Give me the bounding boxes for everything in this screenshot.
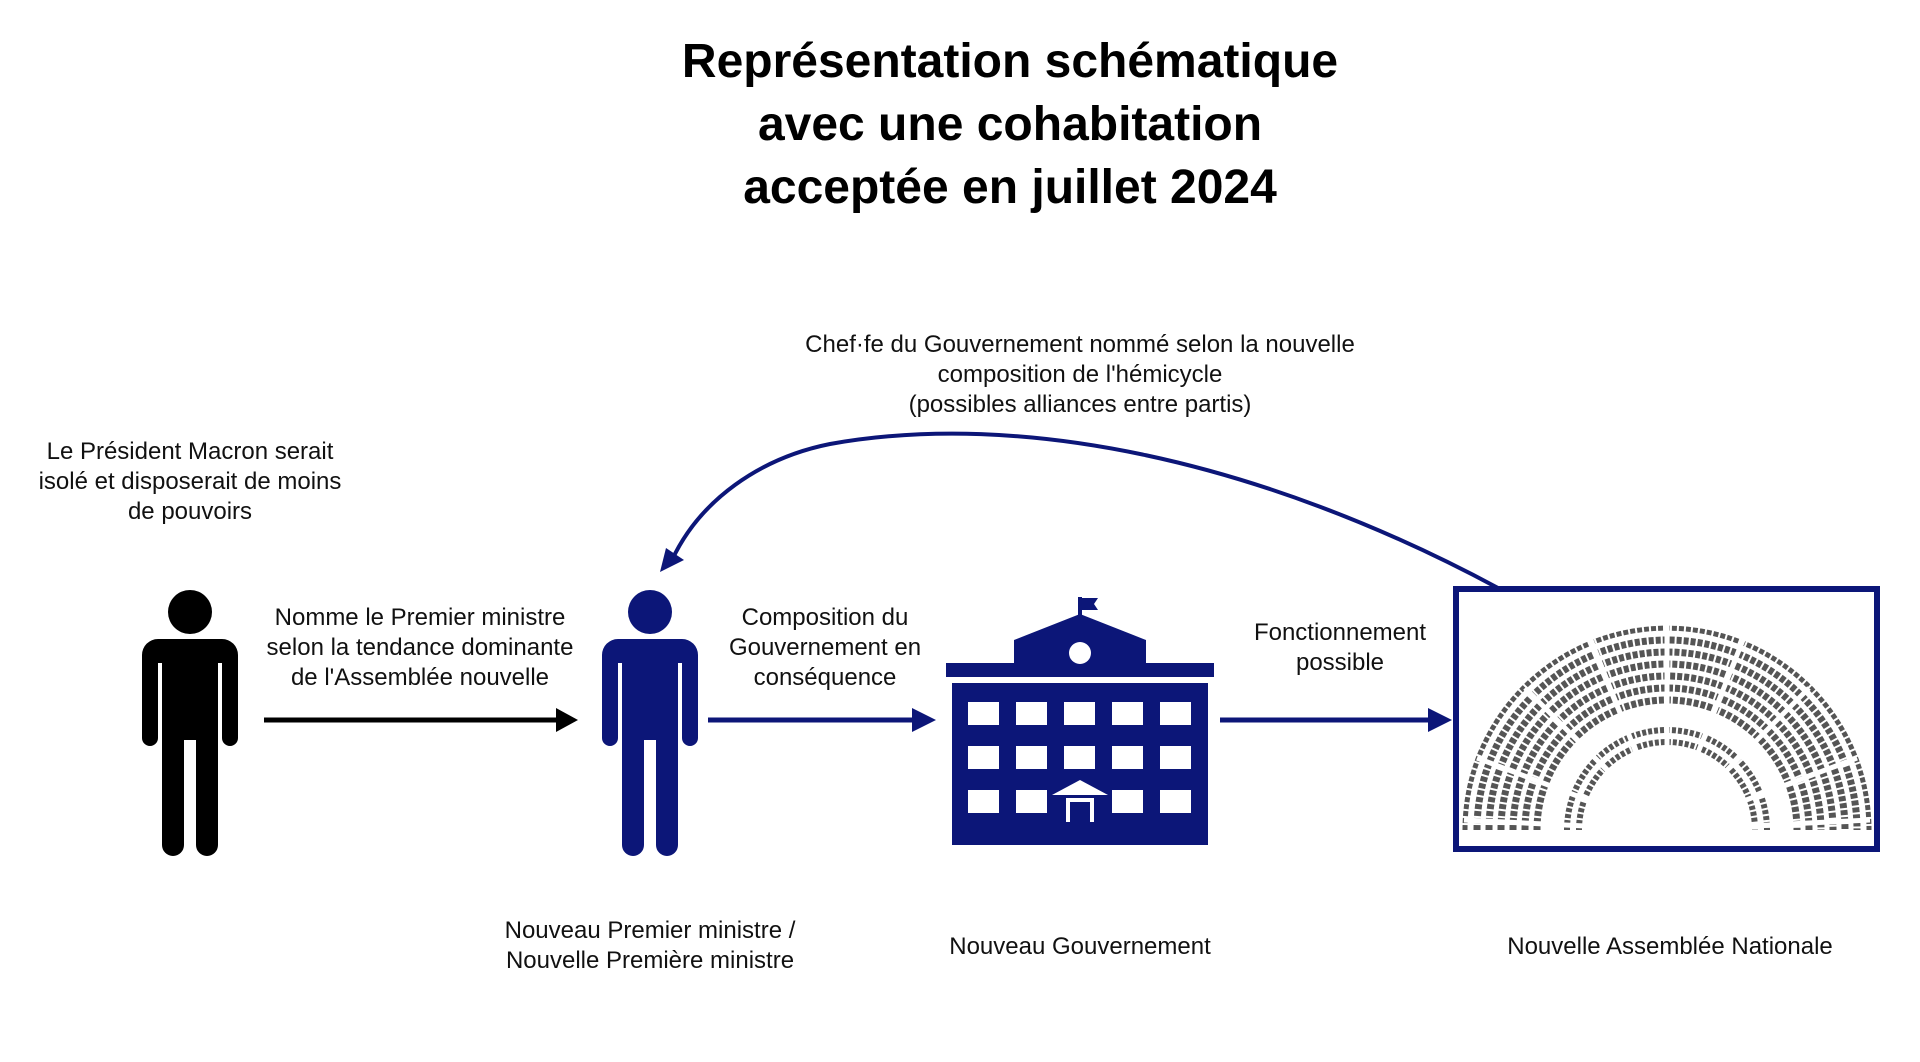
arrow-assembly-to-pm-curved (660, 434, 1498, 588)
title-line: acceptée en juillet 2024 (743, 161, 1277, 214)
arc-label-line: composition de l'hémicycle (937, 361, 1223, 388)
arrow-2-label-line: Gouvernement en (728, 634, 922, 661)
arrow-2-label-line: conséquence (753, 664, 897, 691)
arrow-pm-to-government (708, 708, 936, 732)
pm-caption (470, 916, 830, 976)
president-note-line: isolé et disposerait de moins (38, 468, 342, 495)
assembly-caption-text: Nouvelle Assemblée Nationale (1507, 933, 1833, 960)
president-person-icon (142, 590, 238, 856)
arrow-2-label (700, 603, 950, 693)
title-line: Représentation schématique (681, 35, 1339, 88)
government-caption-text: Nouveau Gouvernement (949, 933, 1211, 960)
president-note (10, 437, 370, 527)
arrow-1-label-line: de l'Assemblée nouvelle (290, 664, 550, 691)
arrow-1-label-line: Nomme le Premier ministre (274, 604, 566, 631)
government-building-door (1070, 802, 1090, 824)
arrow-1-label (240, 603, 600, 693)
title-line: avec une cohabitation (757, 98, 1263, 151)
president-note-line: de pouvoirs (127, 498, 253, 525)
pm-caption-line: Nouveau Premier ministre / (504, 917, 796, 944)
arrow-3-label-line: Fonctionnement (1253, 619, 1427, 646)
assembly-caption (1460, 932, 1880, 962)
pm-caption-line: Nouvelle Première ministre (505, 947, 795, 974)
government-caption (900, 932, 1260, 962)
arrow-2-label-line: Composition du (741, 604, 909, 631)
prime-minister-person-icon (602, 590, 698, 856)
president-note-line: Le Président Macron serait (46, 438, 334, 465)
arrow-president-to-pm (264, 708, 578, 732)
arrow-government-to-assembly (1220, 708, 1452, 732)
arrow-3-label-line: possible (1295, 649, 1385, 676)
arc-label (740, 330, 1420, 420)
arrow-3-label (1220, 618, 1460, 678)
arc-label-line: (possibles alliances entre partis) (908, 391, 1252, 418)
arrow-1-label-line: selon la tendance dominante (266, 634, 574, 661)
arc-label-line: Chef·fe du Gouvernement nommé selon la nouvelle (805, 331, 1355, 358)
